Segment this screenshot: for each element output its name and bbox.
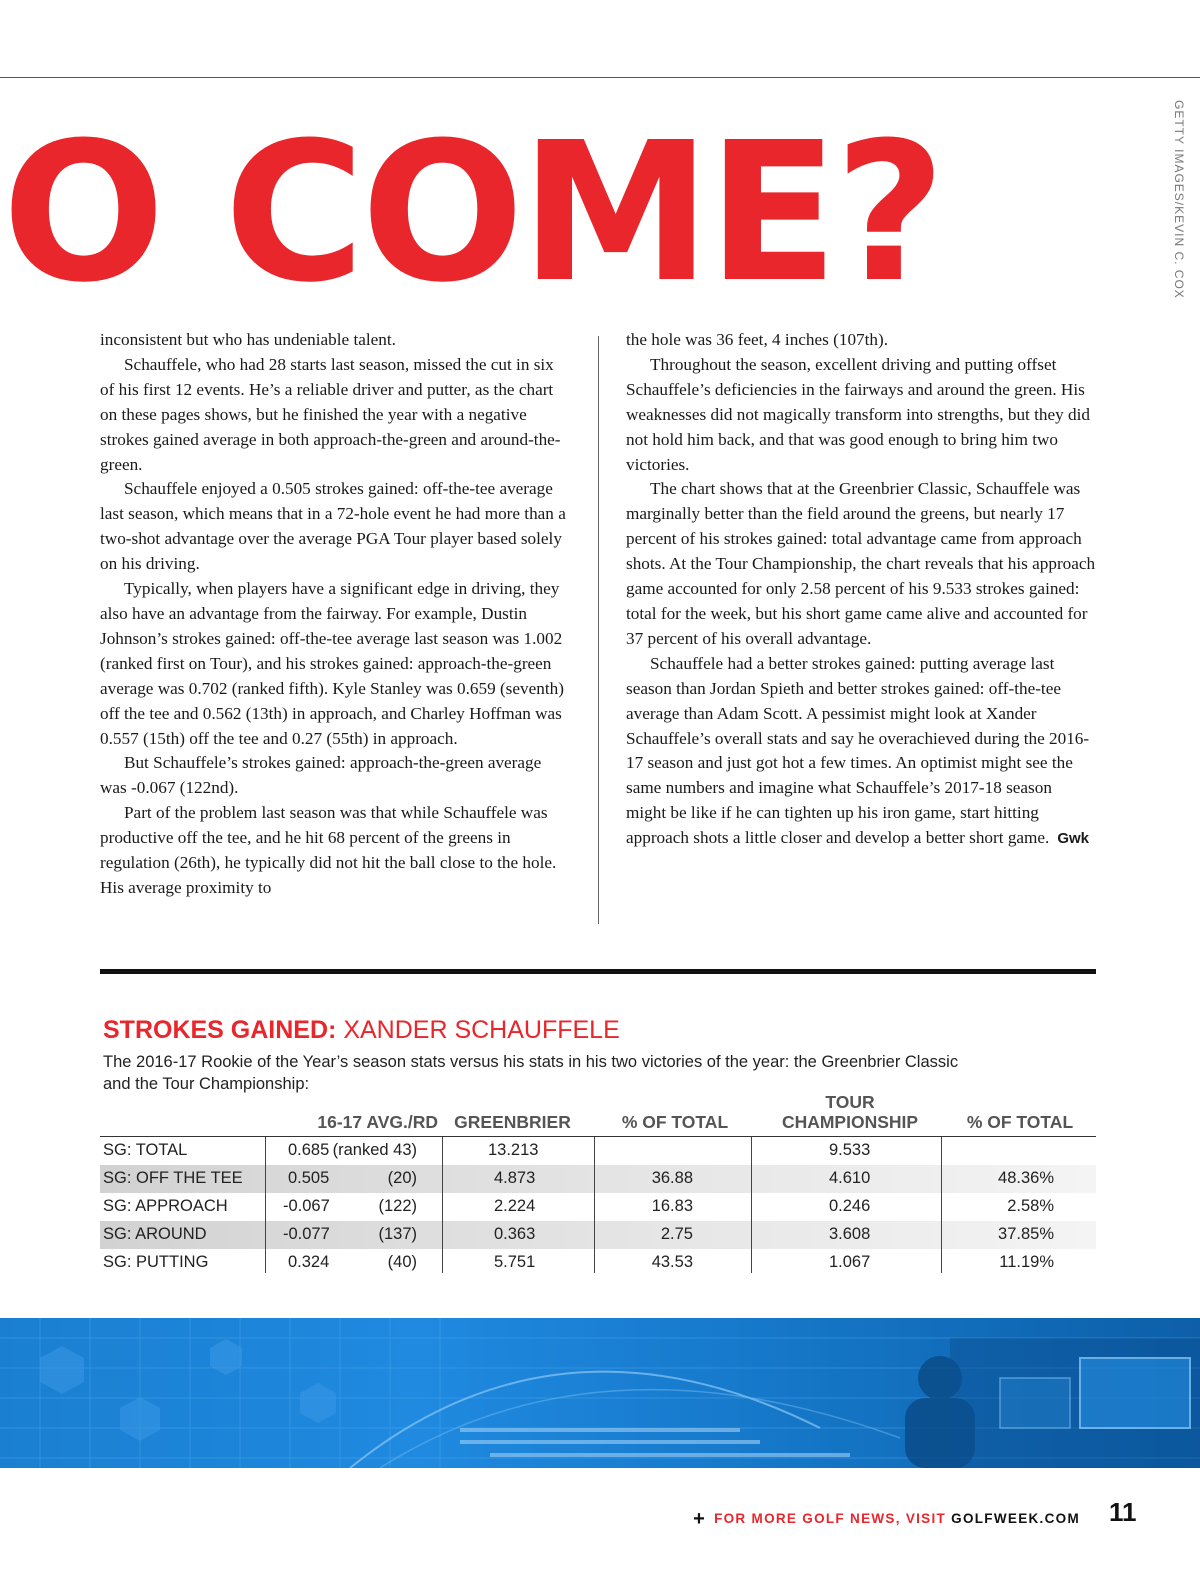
column-divider	[265, 1137, 266, 1273]
footer-site-link[interactable]: GOLFWEEK.COM	[951, 1511, 1080, 1526]
column-divider	[594, 1137, 595, 1273]
row-pct-greenbrier: 43.53	[651, 1253, 693, 1271]
footer-text: FOR MORE GOLF NEWS, VISIT	[714, 1511, 947, 1526]
row-avg: -0.077	[283, 1225, 330, 1243]
row-greenbrier: 0.363	[494, 1225, 536, 1243]
row-tour: 1.067	[829, 1253, 871, 1271]
row-tour: 0.246	[829, 1197, 871, 1215]
row-pct-greenbrier: 16.83	[651, 1197, 693, 1215]
paragraph: the hole was 36 feet, 4 inches (107th).	[626, 330, 889, 349]
row-rank: (20)	[387, 1169, 417, 1187]
signoff: Gwk	[1057, 830, 1090, 848]
stats-title-bold: STROKES GAINED:	[103, 1016, 337, 1044]
row-pct-tour: 48.36%	[998, 1169, 1054, 1187]
header-pct-greenbrier: % OF TOTAL	[621, 1112, 729, 1132]
row-avg: 0.505	[288, 1169, 330, 1187]
row-avg: -0.067	[283, 1197, 330, 1215]
article-left-column	[100, 328, 570, 901]
paragraph-text: Schauffele had a better strokes gained: putting average last season than Jordan Spieth and better strokes gained: off-the-tee average than Adam Scott. A pessimist might look at Xander Schauffele’s overall stats and say he overachieved during the 2016-17 season and just got hot a few times. An optimist might see the same numbers and imagine what Schauffele’s 2017-18 season might be like if he can tighten up his iron game, start hitting approach shots a little closer and develop a better short game.	[626, 653, 1090, 848]
article-right-column	[626, 328, 1096, 852]
header-tour-championship	[760, 1092, 940, 1132]
table-row	[100, 1165, 1096, 1193]
paragraph	[626, 652, 1096, 852]
paragraph: Throughout the season, excellent driving and putting offset Schauffele’s deficiencies in the fairways and around the green. His weaknesses did not magically transform into strengths, but they did not hold him back, and that was good enough to bring him two victories.	[626, 354, 1090, 474]
header-avg: 16-17 AVG./RD	[317, 1112, 438, 1132]
paragraph: inconsistent but who has undeniable talent.	[100, 330, 396, 349]
row-avg: 0.324	[288, 1253, 330, 1271]
paragraph: Part of the problem last season was that while Schauffele was productive off the tee, and he hit 68 percent of the greens in regulation (26th), he typically did not hit the ball close to the hole. His average proximity to	[100, 803, 557, 897]
row-tour: 4.610	[829, 1169, 871, 1187]
table-row	[100, 1193, 1096, 1221]
column-divider	[751, 1137, 752, 1273]
table-row	[100, 1221, 1096, 1249]
decorative-banner	[0, 1318, 1200, 1468]
plus-icon: +	[693, 1508, 707, 1530]
header-greenbrier: GREENBRIER	[454, 1112, 571, 1132]
row-label: SG: PUTTING	[103, 1253, 209, 1271]
stats-title-name: XANDER SCHAUFFELE	[343, 1016, 620, 1044]
row-rank: (122)	[378, 1197, 417, 1215]
headline: O COME?	[2, 102, 942, 325]
column-divider	[442, 1137, 443, 1273]
row-label: SG: OFF THE TEE	[103, 1169, 243, 1187]
row-greenbrier: 4.873	[494, 1169, 536, 1187]
header-tour-line1: TOUR	[825, 1092, 875, 1112]
page-number: 11	[1109, 1497, 1137, 1527]
stats-title	[103, 1016, 620, 1045]
row-pct-tour: 37.85%	[998, 1225, 1054, 1243]
paragraph: Schauffele enjoyed a 0.505 strokes gained: off-the-tee average last season, which means that in a 72-hole event he had more than a two-shot advantage over the average PGA Tour player based solely on his driving.	[100, 479, 566, 574]
row-tour: 3.608	[829, 1225, 871, 1243]
stats-table	[100, 1092, 1096, 1277]
paragraph: Schauffele, who had 28 starts last season, missed the cut in six of his first 12 events. He’s a reliable driver and putter, as the chart on these pages shows, but he finished the year with a negative strokes gained average in both approach-the-green and around-the-green.	[100, 354, 561, 474]
column-divider	[598, 336, 599, 924]
row-label: SG: TOTAL	[103, 1141, 188, 1159]
header-tour-line2: CHAMPIONSHIP	[781, 1112, 919, 1132]
row-label: SG: AROUND	[103, 1225, 207, 1243]
row-tour: 9.533	[829, 1141, 871, 1159]
row-greenbrier: 2.224	[494, 1197, 536, 1215]
paragraph: Typically, when players have a significant edge in driving, they also have an advantage from the fairway. For example, Dustin Johnson’s strokes gained: off-the-tee average last season was 1.002 (ranked first on Tour), and his strokes gained: approach-the-green average was 0.702 (ranked fifth). Kyle Stanley was 0.659 (seventh) off the tee and 0.562 (13th) in approach, and Charley Hoffman was 0.557 (15th) off the tee and 0.27 (55th) in approach.	[100, 579, 564, 748]
table-row	[100, 1137, 1096, 1165]
row-pct-greenbrier: 2.75	[660, 1225, 693, 1243]
row-greenbrier: 5.751	[494, 1253, 536, 1271]
table-header	[100, 1092, 1096, 1137]
header-pct-tour: % OF TOTAL	[966, 1112, 1074, 1132]
row-avg: 0.685	[288, 1141, 330, 1159]
table-row	[100, 1249, 1096, 1277]
row-greenbrier: 13.213	[488, 1141, 539, 1159]
row-rank: (137)	[378, 1225, 417, 1243]
row-label: SG: APPROACH	[103, 1197, 228, 1215]
row-pct-tour: 11.19%	[999, 1253, 1054, 1271]
photo-credit: GETTY IMAGES/KEVIN C. COX	[1172, 100, 1186, 299]
column-divider	[941, 1137, 942, 1273]
row-pct-greenbrier: 36.88	[651, 1169, 693, 1187]
paragraph: But Schauffele’s strokes gained: approach-the-green average was -0.067 (122nd).	[100, 753, 542, 798]
section-rule	[100, 969, 1096, 974]
row-rank: (40)	[387, 1253, 417, 1271]
banner-graphic	[0, 1318, 1200, 1468]
row-pct-tour: 2.58%	[1007, 1197, 1054, 1215]
top-rule	[0, 77, 1200, 78]
footer	[693, 1508, 1080, 1531]
paragraph: The chart shows that at the Greenbrier Classic, Schauffele was marginally better than the field around the greens, but nearly 17 percent of his strokes gained: total advantage came from approach shots. At the Tour Championship, the chart reveals that his approach game accounted for only 2.58 percent of his 9.533 strokes gained: total for the week, but his short game came alive and accounted for 37 percent of his overall advantage.	[626, 479, 1096, 648]
row-rank: (ranked 43)	[332, 1141, 417, 1159]
stats-subtitle: The 2016-17 Rookie of the Year’s season stats versus his stats in his two victories of the year: the Greenbrier Classic and the Tour Championship:	[103, 1053, 959, 1093]
